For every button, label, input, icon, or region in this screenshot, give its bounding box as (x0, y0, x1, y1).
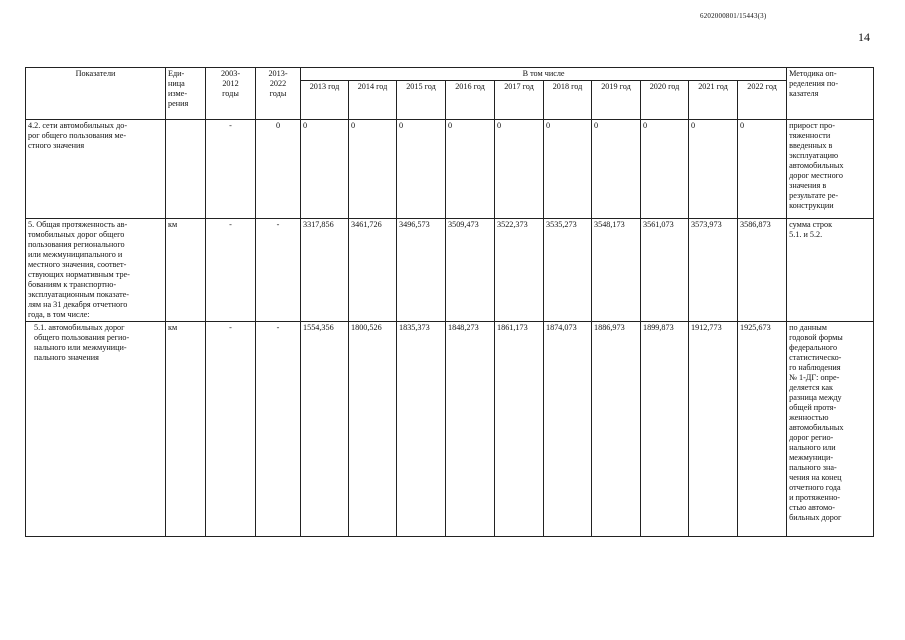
col-header-2013-2022: 2013- 2022 годы (256, 68, 301, 120)
value-cell: 3561,073 (641, 219, 689, 322)
period-2013-2022-cell: - (256, 322, 301, 537)
col-header-year: 2014 год (349, 81, 397, 120)
header-row-main (26, 68, 874, 81)
col-header-year: 2015 год (397, 81, 446, 120)
period-2013-2022-cell: 0 (256, 120, 301, 219)
document-id: 6202000801/15443(3) (700, 12, 767, 20)
col-header-indicator: Показатели (26, 68, 166, 120)
value-cell: 1848,273 (446, 322, 495, 537)
col-header-year: 2018 год (544, 81, 592, 120)
method-cell: сумма строк 5.1. и 5.2. (787, 219, 874, 322)
indicator-cell: 5. Общая протяженность ав- томобильных дорог общего пользования регионального или межмуниципального и местного значения, соответ- ствующих нормативным тре- бованиям к транспортно- эксплуатационным показате- лям на 31 декабря отчетного года, в том числе: (26, 219, 166, 322)
period-2013-2022-cell: - (256, 219, 301, 322)
col-header-year: 2021 год (689, 81, 738, 120)
table-row (26, 322, 874, 537)
value-cell: 0 (397, 120, 446, 219)
value-cell: 3509,473 (446, 219, 495, 322)
value-cell: 3548,173 (592, 219, 641, 322)
value-cell: 1925,673 (738, 322, 787, 537)
value-cell: 1874,073 (544, 322, 592, 537)
value-cell: 0 (349, 120, 397, 219)
col-header-unit: Еди- ница изме- рения (166, 68, 206, 120)
unit-cell: км (166, 219, 206, 322)
value-cell: 0 (641, 120, 689, 219)
period-2003-2012-cell: - (206, 120, 256, 219)
col-header-year: 2016 год (446, 81, 495, 120)
value-cell: 0 (446, 120, 495, 219)
method-cell: прирост про- тяженности введенных в эксплуатацию автомобильных дорог местного значения в результате ре- конструкции (787, 120, 874, 219)
col-header-including: В том числе (301, 68, 787, 81)
period-2003-2012-cell: - (206, 219, 256, 322)
col-header-year: 2013 год (301, 81, 349, 120)
col-header-year: 2020 год (641, 81, 689, 120)
col-header-year: 2019 год (592, 81, 641, 120)
page-number: 14 (858, 30, 870, 44)
value-cell: 0 (592, 120, 641, 219)
value-cell: 3573,973 (689, 219, 738, 322)
value-cell: 3317,856 (301, 219, 349, 322)
value-cell: 0 (301, 120, 349, 219)
unit-cell: км (166, 322, 206, 537)
table-row (26, 120, 874, 219)
value-cell: 1554,356 (301, 322, 349, 537)
indicator-cell: 5.1. автомобильных дорог общего пользования регио- нального или межмуници- пального значения (26, 322, 166, 537)
method-cell: по данным годовой формы федерального статистическо- го наблюдения № 1-ДГ: опре- деляется как разница между общей протя- женностью автомобильных дорог регио- нального или межмуници- пального зна- чения на конец отчетного года и протяженно- стью автомо- бильных дорог (787, 322, 874, 537)
value-cell: 0 (738, 120, 787, 219)
value-cell: 3461,726 (349, 219, 397, 322)
period-2003-2012-cell: - (206, 322, 256, 537)
value-cell: 1886,973 (592, 322, 641, 537)
unit-cell (166, 120, 206, 219)
value-cell: 1912,773 (689, 322, 738, 537)
value-cell: 1899,873 (641, 322, 689, 537)
value-cell: 0 (689, 120, 738, 219)
value-cell: 1835,373 (397, 322, 446, 537)
value-cell: 3522,373 (495, 219, 544, 322)
value-cell: 1861,173 (495, 322, 544, 537)
col-header-method: Методика оп- ределения по- казателя (787, 68, 874, 120)
value-cell: 1800,526 (349, 322, 397, 537)
col-header-year: 2022 год (738, 81, 787, 120)
indicators-table (25, 67, 874, 537)
value-cell: 3586,873 (738, 219, 787, 322)
col-header-year: 2017 год (495, 81, 544, 120)
col-header-2003-2012: 2003- 2012 годы (206, 68, 256, 120)
value-cell: 0 (544, 120, 592, 219)
value-cell: 3496,573 (397, 219, 446, 322)
value-cell: 0 (495, 120, 544, 219)
table-row (26, 219, 874, 322)
value-cell: 3535,273 (544, 219, 592, 322)
indicator-cell: 4.2. сети автомобильных до- рог общего пользования ме- стного значения (26, 120, 166, 219)
